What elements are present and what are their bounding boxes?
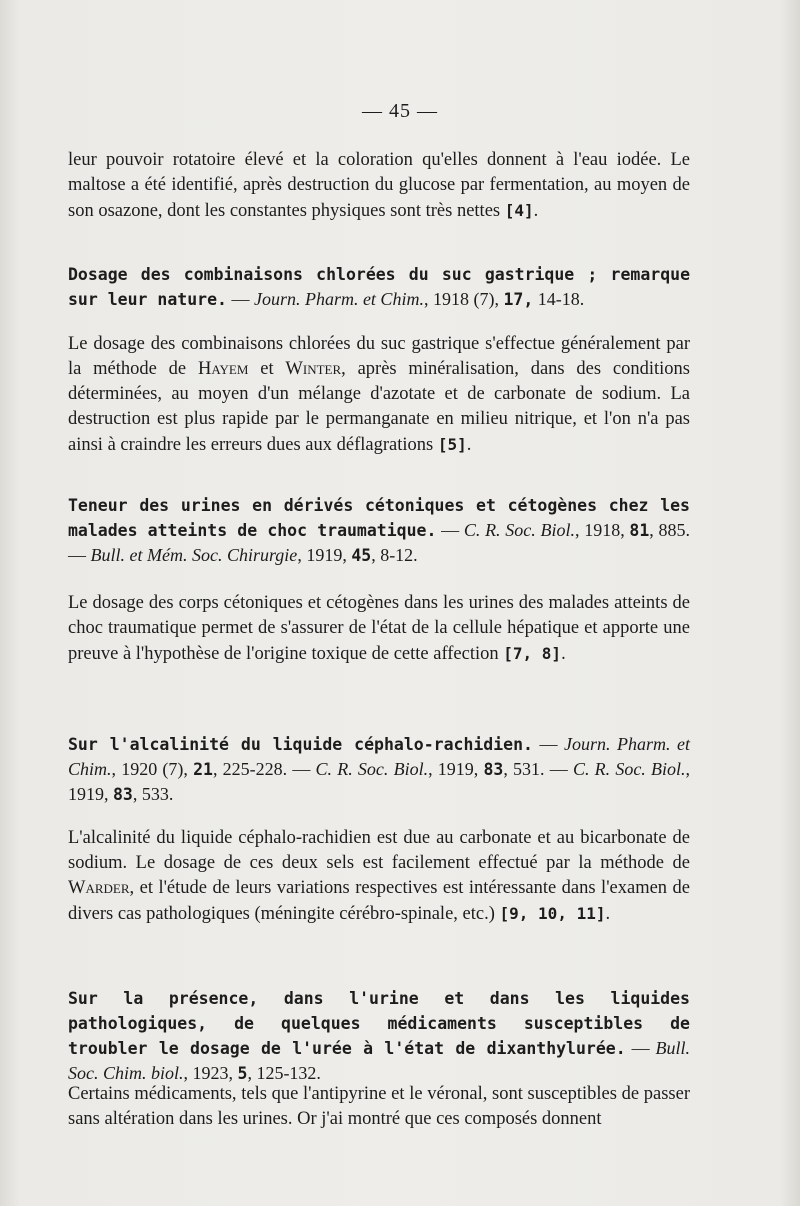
paragraph-alcalinite: L'alcalinité du liquide céphalo-rachidien est due au carbonate et au bicarbonate de sodium. Le dosage de ces deux sels est facilement effectué par la méthode de Warder, et l'étude de leurs variations respectives est intéressante dans l'examen de divers cas pathologiques (méningite cérébro-spinale, etc.) [9, 10, 11]. bbox=[68, 828, 690, 924]
paragraph-medicaments: Certains médicaments, tels que l'antipyrine et le véronal, sont susceptibles de passer sans altération dans les urines. Or j'ai montré que ces composés donnent bbox=[68, 1084, 690, 1129]
volume: 5 bbox=[237, 1064, 248, 1083]
heading-dosage-combinaisons-chlorees: Dosage des combinaisons chlorées du suc gastrique ; remarque sur leur nature. — Journ. Pharm. et Chim., 1918 (7), 17, 14-18. bbox=[68, 265, 690, 309]
heading-title: Dosage des combinaisons chlorées du suc gastrique ; remarque sur leur nature. bbox=[68, 265, 690, 309]
page-number: — 45 — bbox=[362, 100, 438, 122]
volume: 45 bbox=[351, 546, 372, 565]
heading-teneur-des-urines: Teneur des urines en dérivés cétoniques et cétogènes chez les malades atteints de choc traumatique. — C. R. Soc. Biol., 1918, 81, 885. — Bull. et Mém. Soc. Chirurgie, 1919, 45, 8-12. bbox=[68, 496, 691, 565]
volume: 81 bbox=[629, 521, 650, 540]
author-name: Hayem bbox=[197, 359, 249, 379]
reference: [5] bbox=[437, 435, 467, 454]
heading-title: Sur l'alcalinité du liquide céphalo-rachidien. bbox=[68, 735, 533, 754]
heading-title: Sur la présence, dans l'urine et dans les liquides pathologiques, de quelques médicaments susceptibles de troubler le dosage de l'urée à l'état de dixanthylurée. bbox=[68, 989, 690, 1058]
journal-name: Bull. et Mém. Soc. Chirurgie bbox=[90, 545, 298, 565]
volume: 83 bbox=[483, 760, 504, 779]
journal-name: Bull. Soc. Chim. biol. bbox=[68, 1038, 690, 1083]
reference: [9, 10, 11] bbox=[499, 904, 606, 923]
journal-name: Journ. Pharm. et Chim. bbox=[253, 289, 424, 309]
heading-alcalinite-liquide: Sur l'alcalinité du liquide céphalo-rachidien. — Journ. Pharm. et Chim., 1920 (7), 21, 225-228. — C. R. Soc. Biol., 1919, 83, 531. — C. R. Soc. Biol., 1919, 83, 533. bbox=[68, 734, 690, 804]
journal-name: C. R. Soc. Biol. bbox=[463, 520, 575, 540]
paragraph-suc-gastrique: Le dosage des combinaisons chlorées du suc gastrique s'effectue généralement par la méthode de Hayem et Winter, après minéralisation, dans des conditions déterminées, au moyen d'un mélange d'azotate et de carbonate de sodium. La destruction est plus rapide par le permanganate en milieu nitrique, et l'on n'a pas ainsi à craindre les erreurs dues aux déflagrations [5]. bbox=[68, 334, 690, 455]
author-name: Winter bbox=[285, 359, 342, 379]
author-name: Warder bbox=[68, 878, 130, 898]
volume: 83 bbox=[113, 785, 133, 804]
paragraph-maltose: leur pouvoir rotatoire élevé et la coloration qu'elles donnent à l'eau iodée. Le maltose a été identifié, après destruction du glucose par fermentation, au moyen de son osazone, dont les constantes physiques sont très nettes [4]. bbox=[68, 150, 690, 221]
heading-presence-medicaments: Sur la présence, dans l'urine et dans les liquides pathologiques, de quelques médicaments susceptibles de troubler le dosage de l'urée à l'état de dixanthylurée. — Bull. Soc. Chim. biol., 1923, 5, 125-132. bbox=[68, 989, 690, 1083]
reference: [7, 8] bbox=[503, 644, 562, 663]
journal-name: C. R. Soc. Biol. bbox=[572, 759, 686, 779]
volume: 17, bbox=[503, 290, 534, 309]
reference: [4] bbox=[504, 201, 534, 220]
journal-name: Journ. Pharm. et Chim. bbox=[68, 734, 690, 779]
paragraph-corps-cetoniques: Le dosage des corps cétoniques et cétogènes dans les urines des malades atteints de choc traumatique permet de s'assurer de l'état de la cellule hépatique et apporte une preuve à l'hypothèse de l'origine toxique de cette affection [7, 8]. bbox=[68, 593, 690, 664]
journal-name: C. R. Soc. Biol. bbox=[315, 759, 429, 779]
volume: 21 bbox=[193, 760, 213, 779]
heading-title: Teneur des urines en dérivés cétoniques et cétogènes chez les malades atteints de choc traumatique. bbox=[68, 496, 690, 540]
